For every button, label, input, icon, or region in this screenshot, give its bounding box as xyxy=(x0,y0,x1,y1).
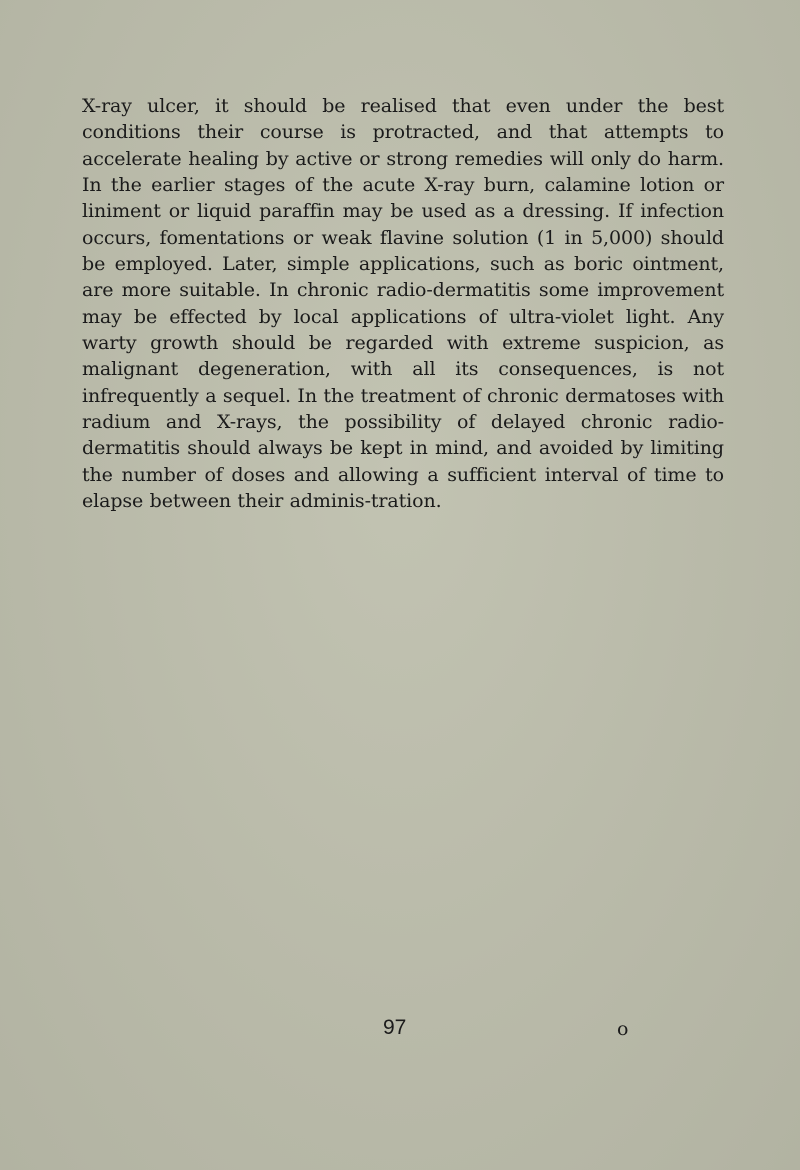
signature-mark: o xyxy=(617,1018,629,1040)
body-paragraph: X-ray ulcer, it should be realised that even under the best conditions their course is protracted, and that attempts to accelerate healing by active or strong remedies will only do harm. In the earlier stages of the acute X-ray burn, calamine lotion or liniment or liquid paraffin may be used as a dressing. If infection occurs, fomentations or weak flavine solution (1 in 5,000) should be employed. Later, simple applications, such as boric ointment, are more suitable. In chronic radio-dermatitis some improvement may be effected by local applications of ultra-violet light. Any warty growth should be regarded with extreme suspicion, as malignant degeneration, with all its consequences, is not infrequently a sequel. In the treatment of chronic dermatoses with radium and X-rays, the possibility of delayed chronic radio-dermatitis should always be kept in mind, and avoided by limiting the number of doses and allowing a sufficient interval of time to elapse between their adminis-tration. xyxy=(82,95,724,513)
page-number: 97 xyxy=(383,1016,407,1039)
